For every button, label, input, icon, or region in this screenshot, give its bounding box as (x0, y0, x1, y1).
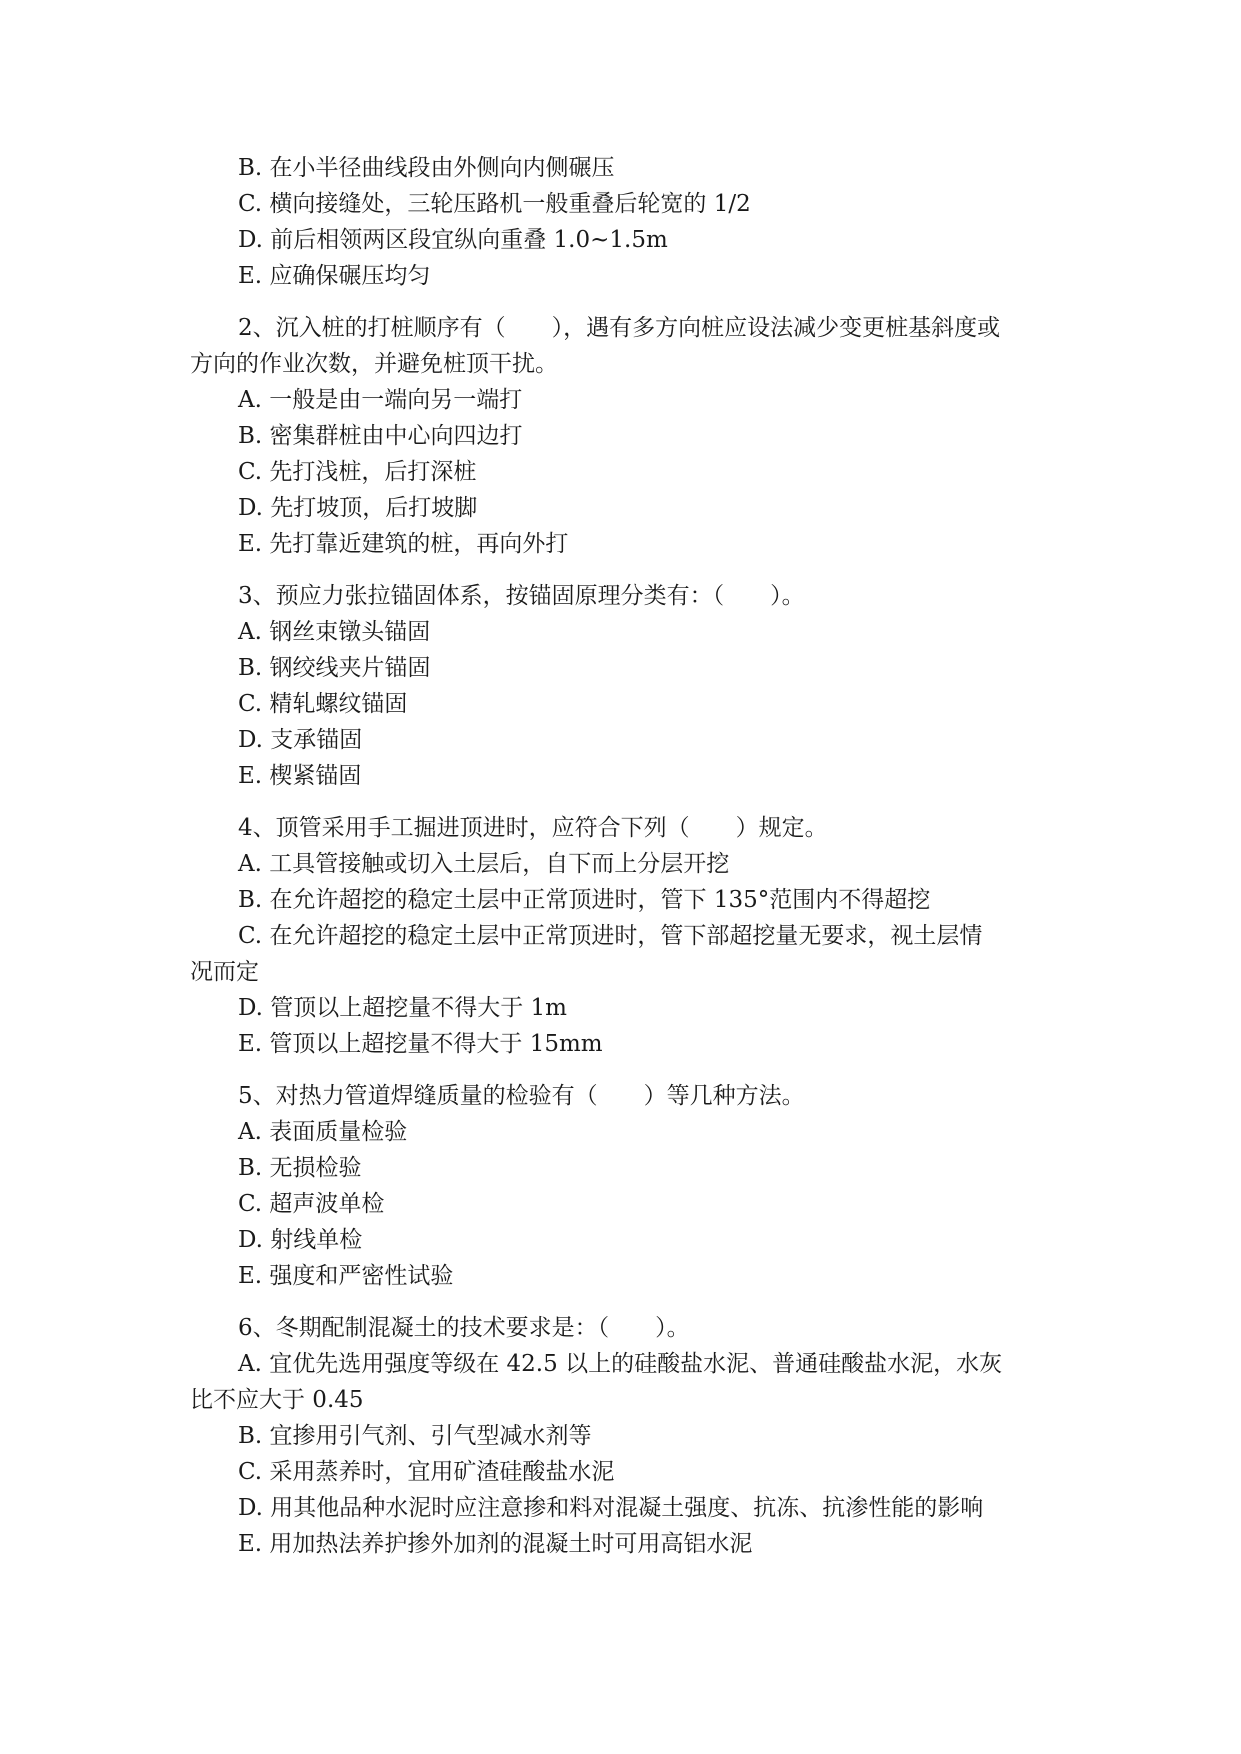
question-stem: 6、冬期配制混凝土的技术要求是：（ ）。 (238, 1315, 690, 1341)
option-line: A. 一般是由一端向另一端打 (238, 387, 523, 413)
option-line: C. 超声波单检 (238, 1191, 385, 1217)
option-line: B. 在小半径曲线段由外侧向内侧碾压 (238, 155, 615, 181)
option-line: E. 先打靠近建筑的桩，再向外打 (238, 531, 569, 557)
option-line: D. 射线单检 (238, 1227, 363, 1253)
option-line: E. 应确保碾压均匀 (238, 263, 431, 289)
option-line: E. 强度和严密性试验 (238, 1263, 454, 1289)
option-line: C. 采用蒸养时，宜用矿渣硅酸盐水泥 (238, 1459, 615, 1485)
option-line: A. 宜优先选用强度等级在 42.5 以上的硅酸盐水泥、普通硅酸盐水泥，水灰 (238, 1351, 1003, 1377)
option-line: A. 钢丝束镦头锚固 (238, 619, 431, 645)
option-line: C. 精轧螺纹锚固 (238, 691, 408, 717)
question-stem: 4、顶管采用手工掘进顶进时，应符合下列（ ）规定。 (238, 815, 828, 841)
option-line: B. 在允许超挖的稳定土层中正常顶进时，管下 135°范围内不得超挖 (238, 887, 931, 913)
option-line: D. 前后相领两区段宜纵向重叠 1.0~1.5m (238, 227, 668, 253)
option-line: C. 横向接缝处，三轮压路机一般重叠后轮宽的 1/2 (238, 191, 751, 217)
option-line: C. 先打浅桩，后打深桩 (238, 459, 477, 485)
continuation-line: 况而定 (190, 959, 259, 985)
option-line: B. 密集群桩由中心向四边打 (238, 423, 523, 449)
option-line: B. 钢绞线夹片锚固 (238, 655, 431, 681)
option-line: E. 楔紧锚固 (238, 763, 362, 789)
option-line: B. 宜掺用引气剂、引气型减水剂等 (238, 1423, 592, 1449)
option-line: B. 无损检验 (238, 1155, 362, 1181)
option-line: A. 工具管接触或切入土层后，自下而上分层开挖 (238, 851, 730, 877)
question-stem: 5、对热力管道焊缝质量的检验有（ ）等几种方法。 (238, 1083, 805, 1109)
option-line: E. 用加热法养护掺外加剂的混凝土时可用高铝水泥 (238, 1531, 753, 1557)
option-line: D. 用其他品种水泥时应注意掺和料对混凝土强度、抗冻、抗渗性能的影响 (238, 1495, 984, 1521)
option-line: D. 管顶以上超挖量不得大于 1m (238, 995, 567, 1021)
question-stem: 2、沉入桩的打桩顺序有（ ），遇有多方向桩应设法减少变更桩基斜度或 (238, 315, 1001, 341)
option-line: D. 支承锚固 (238, 727, 363, 753)
option-line: D. 先打坡顶，后打坡脚 (238, 495, 478, 521)
continuation-line: 方向的作业次数，并避免桩顶干扰。 (190, 351, 558, 377)
option-line: A. 表面质量检验 (238, 1119, 408, 1145)
document-body (190, 150, 1070, 1562)
question-stem: 3、预应力张拉锚固体系，按锚固原理分类有：（ ）。 (238, 583, 805, 609)
option-line: C. 在允许超挖的稳定土层中正常顶进时，管下部超挖量无要求，视土层情 (238, 923, 983, 949)
continuation-line: 比不应大于 0.45 (190, 1387, 364, 1413)
option-line: E. 管顶以上超挖量不得大于 15mm (238, 1031, 603, 1057)
